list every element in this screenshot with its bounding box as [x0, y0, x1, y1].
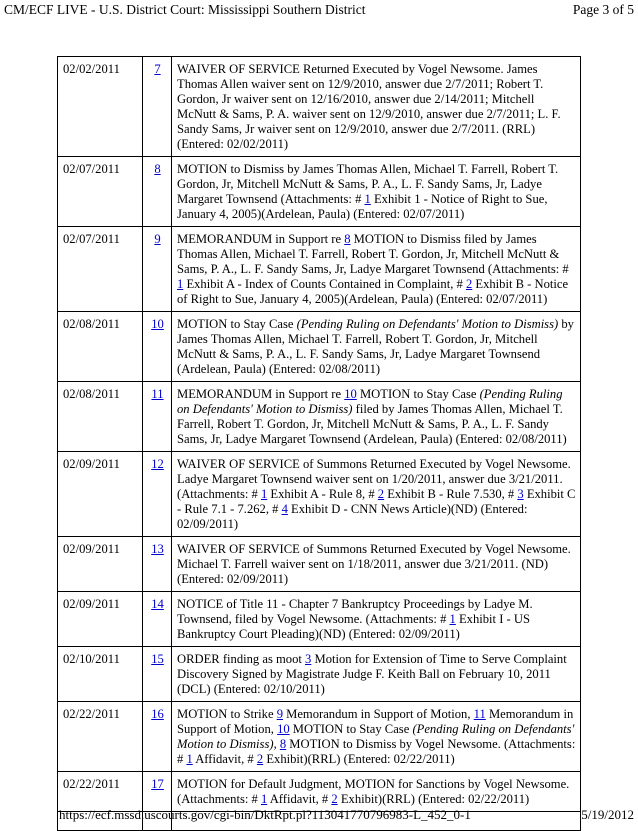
docket-number-link[interactable]: 12 [151, 457, 164, 471]
docket-text-segment: Motion for Extension of Time to Serve Complaint Discovery Signed by Magistrate Judge F. Keith Ball on February 10, 2011 (DCL) (Entered: 02/10/2011) [177, 652, 567, 696]
docket-number-link[interactable]: 16 [151, 707, 164, 721]
attachment-link[interactable]: 4 [281, 502, 288, 516]
attachment-link[interactable]: 8 [344, 232, 351, 246]
docket-text-segment: Memorandum in Support of Motion, [283, 707, 474, 721]
docket-date: 02/10/2011 [58, 647, 143, 702]
docket-number-cell [143, 57, 172, 157]
docket-number-link[interactable]: 10 [151, 317, 164, 331]
footer-date: 5/19/2012 [581, 807, 634, 822]
docket-row [58, 227, 581, 312]
docket-row [58, 702, 581, 772]
docket-date: 02/09/2011 [58, 537, 143, 592]
docket-row [58, 312, 581, 382]
docket-text-segment: , [273, 737, 280, 751]
docket-row [58, 647, 581, 702]
docket-date: 02/08/2011 [58, 382, 143, 452]
docket-date: 02/02/2011 [58, 57, 143, 157]
docket-text [172, 647, 581, 702]
docket-number-cell [143, 647, 172, 702]
attachment-link[interactable]: 9 [276, 707, 283, 721]
docket-text-segment: MOTION to Dismiss by Vogel Newsome. (Attachments: # [177, 737, 576, 766]
docket-number-cell [143, 537, 172, 592]
attachment-link[interactable]: 3 [305, 652, 312, 666]
docket-text-segment: WAIVER OF SERVICE of Summons Returned Executed by Vogel Newsome. Michael T. Farrell waiver sent on 1/18/2011, answer due 3/21/2011. (ND) (Entered: 02/09/2011) [177, 542, 571, 586]
docket-text-segment: filed by James Thomas Allen, Michael T. Farrell, Robert T. Gordon, Jr, Mitchell McNutt & Sams, P. A., L. F. Sandy Sams, Jr, Ladye Margaret Townsend (Ardelean, Paula) (Entered: 02/08/2011) [177, 402, 567, 446]
docket-text-segment: WAIVER OF SERVICE Returned Executed by Vogel Newsome. James Thomas Allen waiver sent on 12/9/2010, answer due 2/7/2011; Robert T. Gordon, Jr waiver sent on 12/16/2010, answer due 2/14/2011; Mitchell McNutt & Sams, P. A. waiver sent on 12/9/2010, answer due 2/7/2011; L. F. Sandy Sams, Jr waiver sent on 12/9/2010, answer due 2/7/2011. (RRL) (Entered: 02/02/2011) [177, 62, 561, 151]
docket-text-segment: Exhibit A - Index of Counts Contained in Complaint, # [183, 277, 466, 291]
docket-row [58, 57, 581, 157]
docket-row [58, 157, 581, 227]
docket-text [172, 312, 581, 382]
footer-url: https://ecf.mssd.uscourts.gov/cgi-bin/DktRpt.pl?113041770796983-L_452_0-1 [59, 807, 471, 822]
docket-text-segment: MOTION to Stay Case [177, 317, 297, 331]
attachment-link[interactable]: 2 [256, 752, 264, 766]
docket-text-segment: MOTION to Stay Case [356, 387, 480, 401]
docket-number-cell [143, 157, 172, 227]
attachment-link[interactable]: 1 [449, 612, 456, 626]
docket-number-cell [143, 382, 172, 452]
docket-text-segment: Affidavit, # [267, 792, 332, 806]
docket-text-segment: ORDER finding as moot [177, 652, 306, 666]
docket-text-segment: MOTION to Dismiss by James Thomas Allen, Michael T. Farrell, Robert T. Gordon, Jr, Mitchell McNutt & Sams, P. A., L. F. Sandy Sams, Jr, Ladye Margaret Townsend (Attachments: # [177, 162, 559, 206]
attachment-link[interactable]: 10 [344, 387, 357, 401]
attachment-link[interactable]: 1 [260, 792, 268, 806]
docket-text-italic: (Pending Ruling on Defendants' Motion to Dismiss) [177, 387, 563, 416]
docket-text-segment: Exhibit 1 - Notice of Right to Sue, January 4, 2005)(Ardelean, Paula) (Entered: 02/07/2011) [177, 192, 548, 221]
docket-text-segment: Exhibit B - Rule 7.530, # [384, 487, 518, 501]
docket-number-link[interactable]: 17 [151, 777, 164, 791]
docket-date: 02/08/2011 [58, 312, 143, 382]
docket-number-link[interactable]: 7 [154, 62, 161, 76]
docket-text [172, 157, 581, 227]
docket-text [172, 227, 581, 312]
docket-number-cell [143, 227, 172, 312]
docket-number-link[interactable]: 15 [151, 652, 164, 666]
docket-date: 02/07/2011 [58, 157, 143, 227]
attachment-link[interactable]: 1 [364, 192, 371, 206]
docket-text-segment: Exhibit I - US Bankruptcy Court Pleading)(ND) (Entered: 02/09/2011) [177, 612, 530, 641]
docket-text-segment: Affidavit, # [192, 752, 257, 766]
docket-text-segment: Exhibit)(RRL) (Entered: 02/22/2011) [263, 752, 455, 766]
attachment-link[interactable]: 8 [279, 737, 287, 751]
docket-text-segment: by James Thomas Allen, Michael T. Farrell, Robert T. Gordon, Jr, Mitchell McNutt & Sams, P. A., L. F. Sandy Sams, Jr, Ladye Margaret Townsend (Ardelean, Paula) (Entered: 02/08/2011) [177, 317, 574, 376]
attachment-link[interactable]: 1 [186, 752, 193, 766]
docket-number-link[interactable]: 14 [151, 597, 164, 611]
docket-number-link[interactable]: 9 [154, 232, 161, 246]
attachment-link[interactable]: 2 [465, 277, 473, 291]
docket-text [172, 452, 581, 537]
docket-text-segment: Exhibit B - Notice of Right to Sue, January 4, 2005)(Ardelean, Paula) (Entered: 02/07/2011) [177, 277, 569, 306]
docket-text-italic: (Pending Ruling on Defendants' Motion to Dismiss) [296, 317, 559, 331]
docket-table [57, 56, 581, 831]
attachment-link[interactable]: 2 [331, 792, 338, 806]
docket-row [58, 382, 581, 452]
docket-text-segment: MEMORANDUM in Support re [177, 387, 345, 401]
docket-date: 02/07/2011 [58, 227, 143, 312]
attachment-link[interactable]: 11 [473, 707, 486, 721]
docket-text-segment: Exhibit D - CNN News Article)(ND) (Entered: 02/09/2011) [177, 502, 528, 531]
docket-number-cell [143, 592, 172, 647]
docket-text-segment: WAIVER OF SERVICE of Summons Returned Executed by Vogel Newsome. Ladye Margaret Townsend waiver sent on 1/20/2011, answer due 3/21/2011. (Attachments: # [177, 457, 571, 501]
docket-text-segment: NOTICE of Title 11 - Chapter 7 Bankruptcy Proceedings by Ladye M. Townsend, filed by Vogel Newsome. (Attachments: # [177, 597, 533, 626]
docket-text-segment: MOTION to Stay Case [289, 722, 413, 736]
docket-number-link[interactable]: 11 [151, 387, 164, 401]
docket-date: 02/09/2011 [58, 592, 143, 647]
docket-date: 02/09/2011 [58, 452, 143, 537]
attachment-link[interactable]: 1 [260, 487, 268, 501]
docket-number-cell [143, 312, 172, 382]
docket-body [58, 57, 581, 831]
header-page-number: Page 3 of 5 [572, 2, 634, 17]
docket-text-segment: MOTION to Strike [177, 707, 277, 721]
docket-text-segment: MEMORANDUM in Support re [177, 232, 345, 246]
docket-text-segment: Exhibit A - Rule 8, # [267, 487, 378, 501]
docket-text-segment: Exhibit C - Rule 7.1 - 7.262, # [177, 487, 576, 516]
docket-text-segment: Memorandum in Support of Motion, [177, 707, 574, 736]
header-title: CM/ECF LIVE - U.S. District Court: Mississippi Southern District [4, 2, 366, 17]
attachment-link[interactable]: 3 [517, 487, 524, 501]
docket-number-cell [143, 702, 172, 772]
docket-number-cell [143, 452, 172, 537]
docket-text [172, 537, 581, 592]
docket-date: 02/22/2011 [58, 702, 143, 772]
attachment-link[interactable]: 10 [277, 722, 290, 736]
docket-number-link[interactable]: 8 [154, 162, 161, 176]
docket-text [172, 382, 581, 452]
docket-row [58, 452, 581, 537]
docket-text-segment: MOTION for Default Judgment, MOTION for Sanctions by Vogel Newsome. (Attachments: # [177, 777, 570, 806]
page-footer [0, 806, 638, 824]
docket-text-italic: (Pending Ruling on Defendants' Motion to Dismiss) [177, 722, 575, 751]
attachment-link[interactable]: 2 [377, 487, 385, 501]
page-header [0, 0, 638, 22]
docket-number-link[interactable]: 13 [151, 542, 164, 556]
docket-text [172, 57, 581, 157]
docket-date: 02/22/2011 [58, 772, 143, 812]
docket-row [58, 592, 581, 647]
docket-text [172, 592, 581, 647]
attachment-link[interactable]: 1 [177, 277, 184, 291]
docket-text [172, 702, 581, 772]
docket-text-segment: MOTION to Dismiss filed by James Thomas Allen, Michael T. Farrell, Robert T. Gordon, Jr, Mitchell McNutt & Sams, P. A., L. F. Sandy Sams, Jr, Ladye Margaret Townsend (Attachments: # [177, 232, 569, 276]
docket-row [58, 537, 581, 592]
docket-text-segment: Exhibit)(RRL) (Entered: 02/22/2011) [337, 792, 530, 806]
